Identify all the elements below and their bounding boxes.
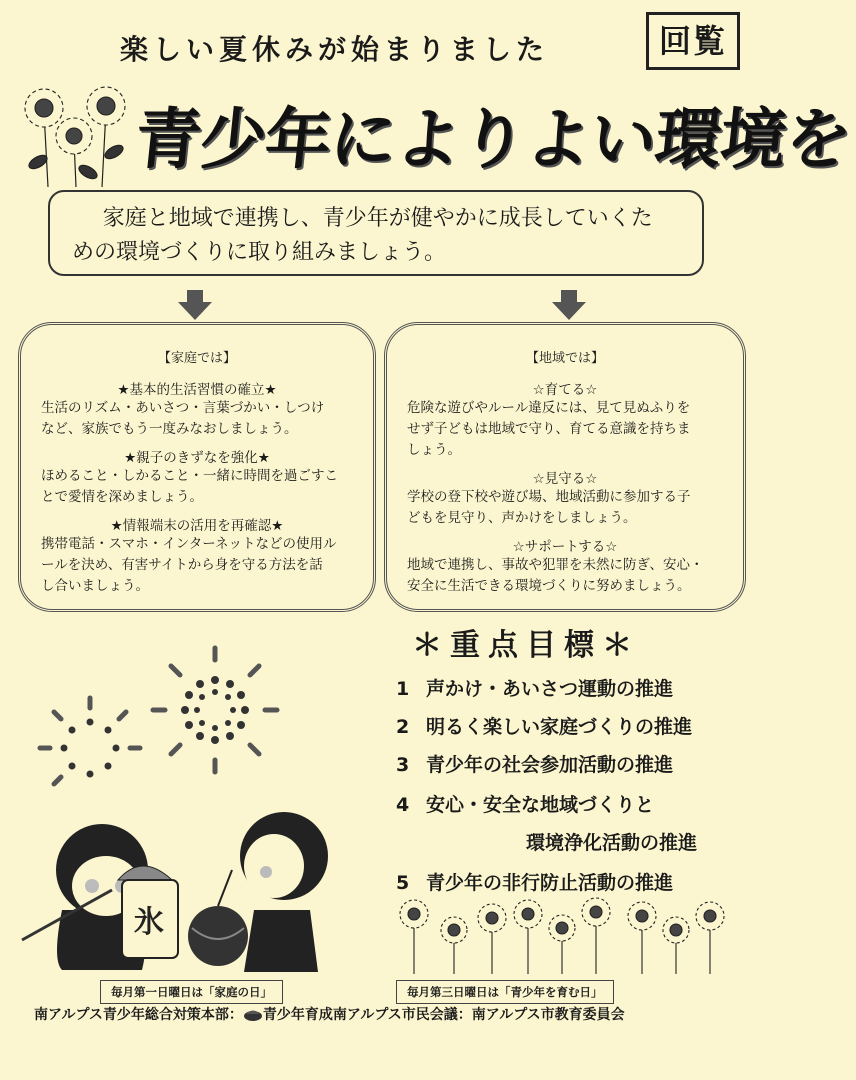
family-day-caption: 毎月第一日曜日は「家庭の日」 [100,980,283,1004]
community-section-body [387,555,743,597]
footer-org-2: 青少年育成南アルプス市民会議：南アルプス市教育委員会 [262,1007,625,1023]
community-heading: 【地域では】 [525,351,604,366]
goal-text: 青少年の社会参加活動の推進 [426,754,674,776]
text-line: 地域で連携し、事故や犯罪を未然に防ぎ、安心・ [407,557,704,573]
child-right [240,812,328,972]
sunflower-3 [56,118,92,154]
text-line: ールを決め、有害サイトから身を守る方法を話 [41,557,323,573]
firework-1 [181,676,249,744]
text-line: しょう。 [407,442,461,458]
sunflower-cluster-icon [18,82,138,192]
footer-org-1: 南アルプス青少年総合対策本部： [34,1007,243,1023]
goal-item [396,750,673,777]
sunflower-2 [87,87,125,125]
community-section-title: ☆サポートする☆ [512,539,618,555]
goal-number: 3 [396,754,410,776]
goal-item-continued [526,828,697,855]
goal-number: 4 [396,794,410,816]
intro-line-2: めの環境づくりに取り組みましょう。 [72,240,447,265]
text-line: など、家族でもう一度みなおしましょう。 [41,421,298,437]
community-panel [384,322,746,612]
main-title: 青少年によりよい環境を [131,101,855,178]
yoyo-balloon [188,870,248,966]
community-section-body [387,487,743,529]
circulation-badge: 回覧 [646,12,740,70]
community-section-title: ☆見守る☆ [532,471,598,487]
footer [34,1004,625,1024]
text-line: せず子どもは地域で守り、育てる意識を持ちま [407,421,691,437]
home-heading: 【家庭では】 [157,351,236,366]
text-line: とで愛情を深めましょう。 [41,489,203,505]
text-line: 生活のリズム・あいさつ・言葉づかい・しつけ [41,400,325,416]
ice-sign: 氷 [134,905,164,940]
goal-number: 5 [396,872,410,894]
sunflower-1 [25,89,63,127]
emblem-icon [243,1008,263,1022]
home-section-body [21,398,373,440]
goal-item [396,674,673,701]
fireworks-icon [20,620,320,810]
text-line: 携帯電話・スマホ・インターネットなどの使用ル [41,536,337,552]
home-section-title: ★基本的生活習慣の確立★ [117,382,277,398]
arrow-down-icon [552,290,586,320]
community-section-title: ☆育てる☆ [532,382,598,398]
text-line: 危険な遊びやルール違反には、見て見ぬふりを [407,400,691,416]
home-section-title: ★情報端末の活用を再確認★ [110,518,284,534]
intro-line-1: 家庭と地域で連携し、青少年が健やかに成長していくた [102,206,653,231]
home-section-body [21,466,373,508]
community-section-body [387,398,743,461]
youth-day-caption: 毎月第三日曜日は「青少年を育む日」 [396,980,614,1004]
goal-item [396,790,654,817]
goal-number: 2 [396,716,410,738]
text-line: ほめること・しかること・一緒に時間を過ごすこ [41,468,338,484]
text-line: どもを見守り、声かけをしましょう。 [407,510,637,526]
intro-box [48,190,704,276]
goal-text: 青少年の非行防止活動の推進 [426,872,674,894]
home-section-title: ★親子のきずなを強化★ [124,450,270,466]
goal-text: 環境浄化活動の推進 [526,832,698,854]
sunflower-row-icon [392,896,732,974]
goal-number: 1 [396,678,410,700]
text-line: 学校の登下校や遊び場、地域活動に参加する子 [407,489,691,505]
home-section-body [21,534,373,597]
ice-cup [118,866,178,958]
goal-text: 安心・安全な地域づくりと [426,794,655,816]
text-line: し合いましょう。 [41,578,149,594]
children-illustration [22,800,342,972]
goal-item [396,712,692,739]
firework-2 [61,719,120,778]
goals-title: ＊重点目標＊ [412,628,640,663]
text-line: 安全に生活できる環境づくりに努めましょう。 [407,578,691,594]
arrow-down-icon [178,290,212,320]
home-panel [18,322,376,612]
goal-item [396,868,673,895]
goal-text: 声かけ・あいさつ運動の推進 [426,678,674,700]
subtitle: 楽しい夏休みが始まりました [120,33,550,66]
goal-text: 明るく楽しい家庭づくりの推進 [426,716,693,738]
